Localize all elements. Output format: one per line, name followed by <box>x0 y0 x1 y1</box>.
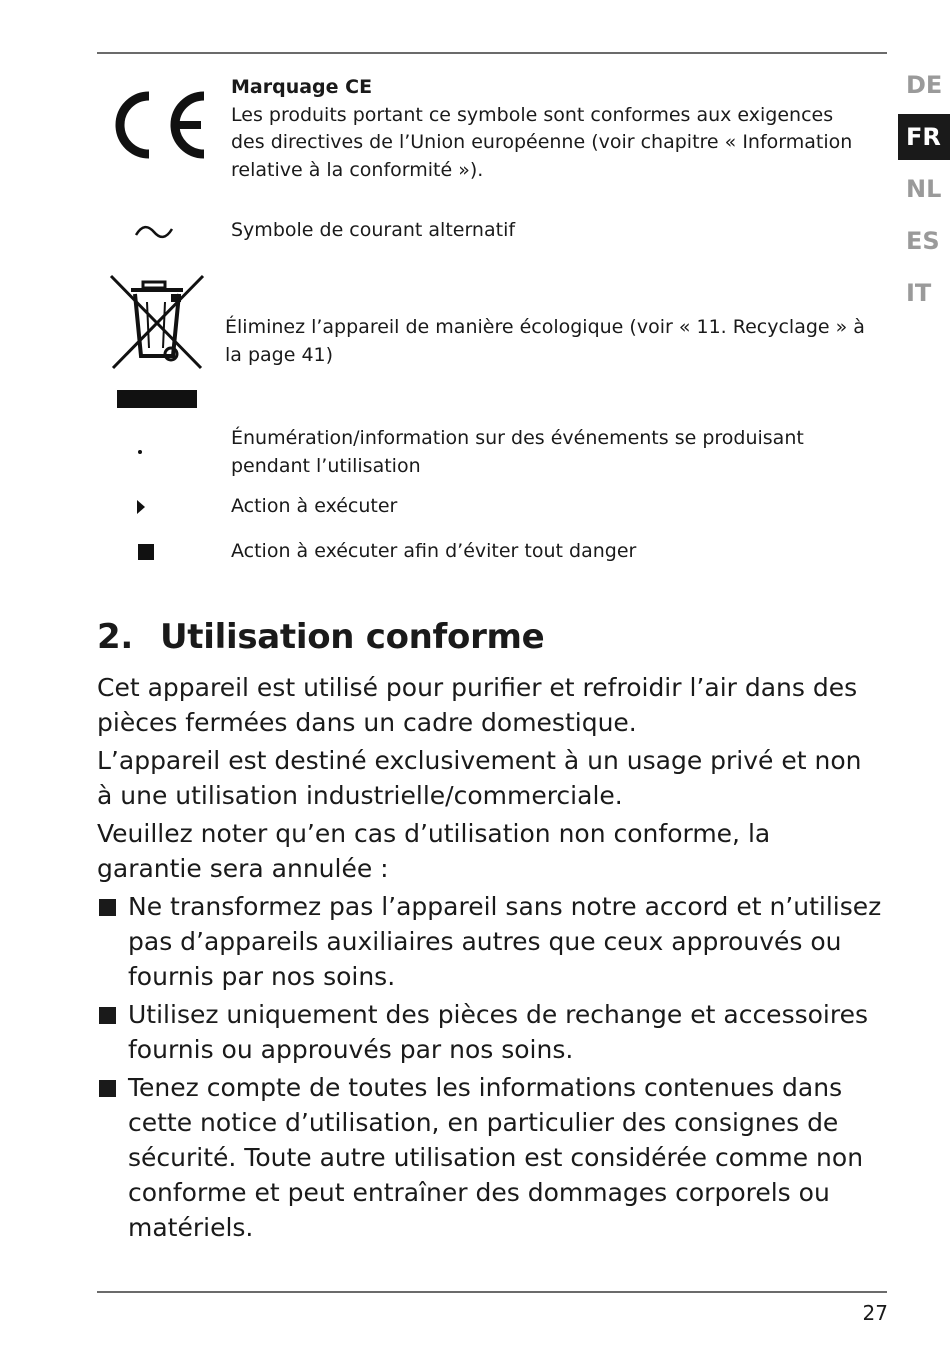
black-square-icon <box>99 899 116 916</box>
symbol-row-action <box>97 493 877 525</box>
paragraph: Cet appareil est utilisé pour purifier et refroidir l’air dans des pièces fermées dans un cadre domestique. <box>97 673 858 737</box>
bullet-text: Tenez compte de toutes les informations contenues dans cette notice d’utilisation, en particulier des consignes de sécurité. Toute autre utilisation est considérée comme non conforme et peut entraîner des dommages corporels ou matériels. <box>128 1073 864 1242</box>
paragraph: L’appareil est destiné exclusivement à un usage privé et non à une utilisation industrielle/commerciale. <box>97 746 862 810</box>
crossed-out-bin-icon <box>107 272 207 412</box>
symbol-row-ce <box>97 72 877 192</box>
top-rule <box>97 52 887 54</box>
section-title: Utilisation conforme <box>160 617 545 657</box>
ce-mark-text: Les produits portant ce symbole sont conformes aux exigences des directives de l’Union européenne (voir chapitre « Information relative à la conformité »). <box>231 103 853 181</box>
black-square-icon <box>99 1007 116 1024</box>
lang-tab-de[interactable]: DE <box>906 71 943 99</box>
ce-mark-title: Marquage CE <box>231 76 373 98</box>
ce-mark-icon <box>107 90 207 160</box>
small-dot-icon <box>135 447 145 457</box>
black-square-icon <box>137 543 155 561</box>
lang-tab-fr[interactable]: FR <box>898 114 950 160</box>
section-heading <box>97 617 544 657</box>
alternating-current-icon <box>133 221 175 243</box>
bottom-rule <box>97 1291 887 1293</box>
lang-tab-it[interactable]: IT <box>906 279 932 307</box>
action-text: Action à exécuter <box>231 495 398 517</box>
enum-text: Énumération/information sur des événements se produisant pendant l’utilisation <box>231 427 804 477</box>
symbol-row-enum <box>97 423 877 479</box>
symbol-row-weee <box>97 272 877 412</box>
list-item <box>97 997 882 1067</box>
symbol-row-danger <box>97 538 877 570</box>
bullet-text: Ne transformez pas l’appareil sans notre accord et n’utilisez pas d’appareils auxiliaires autres que ceux approuvés ou fournis par nos soins. <box>128 892 882 991</box>
bullet-text: Utilisez uniquement des pièces de rechange et accessoires fournis ou approuvés par nos soins. <box>128 1000 868 1064</box>
symbol-row-ac <box>97 215 877 249</box>
list-item <box>97 889 882 994</box>
section-number: 2. <box>97 617 133 657</box>
lang-tab-nl[interactable]: NL <box>906 175 942 203</box>
bullet-list <box>97 889 882 1245</box>
weee-text: Éliminez l’appareil de manière écologique (voir « 11. Recyclage » à la page 41) <box>225 316 865 366</box>
paragraph: Veuillez noter qu’en cas d’utilisation non conforme, la garantie sera annulée : <box>97 819 771 883</box>
black-square-icon <box>99 1080 116 1097</box>
section-body <box>97 670 882 1248</box>
triangle-arrow-icon <box>135 498 147 516</box>
language-tabs <box>898 62 950 322</box>
ac-symbol-text: Symbole de courant alternatif <box>231 219 516 241</box>
list-item <box>97 1070 882 1245</box>
danger-text: Action à exécuter afin d’éviter tout danger <box>231 540 637 562</box>
lang-tab-es[interactable]: ES <box>906 227 940 255</box>
page-number: 27 <box>862 1301 888 1325</box>
